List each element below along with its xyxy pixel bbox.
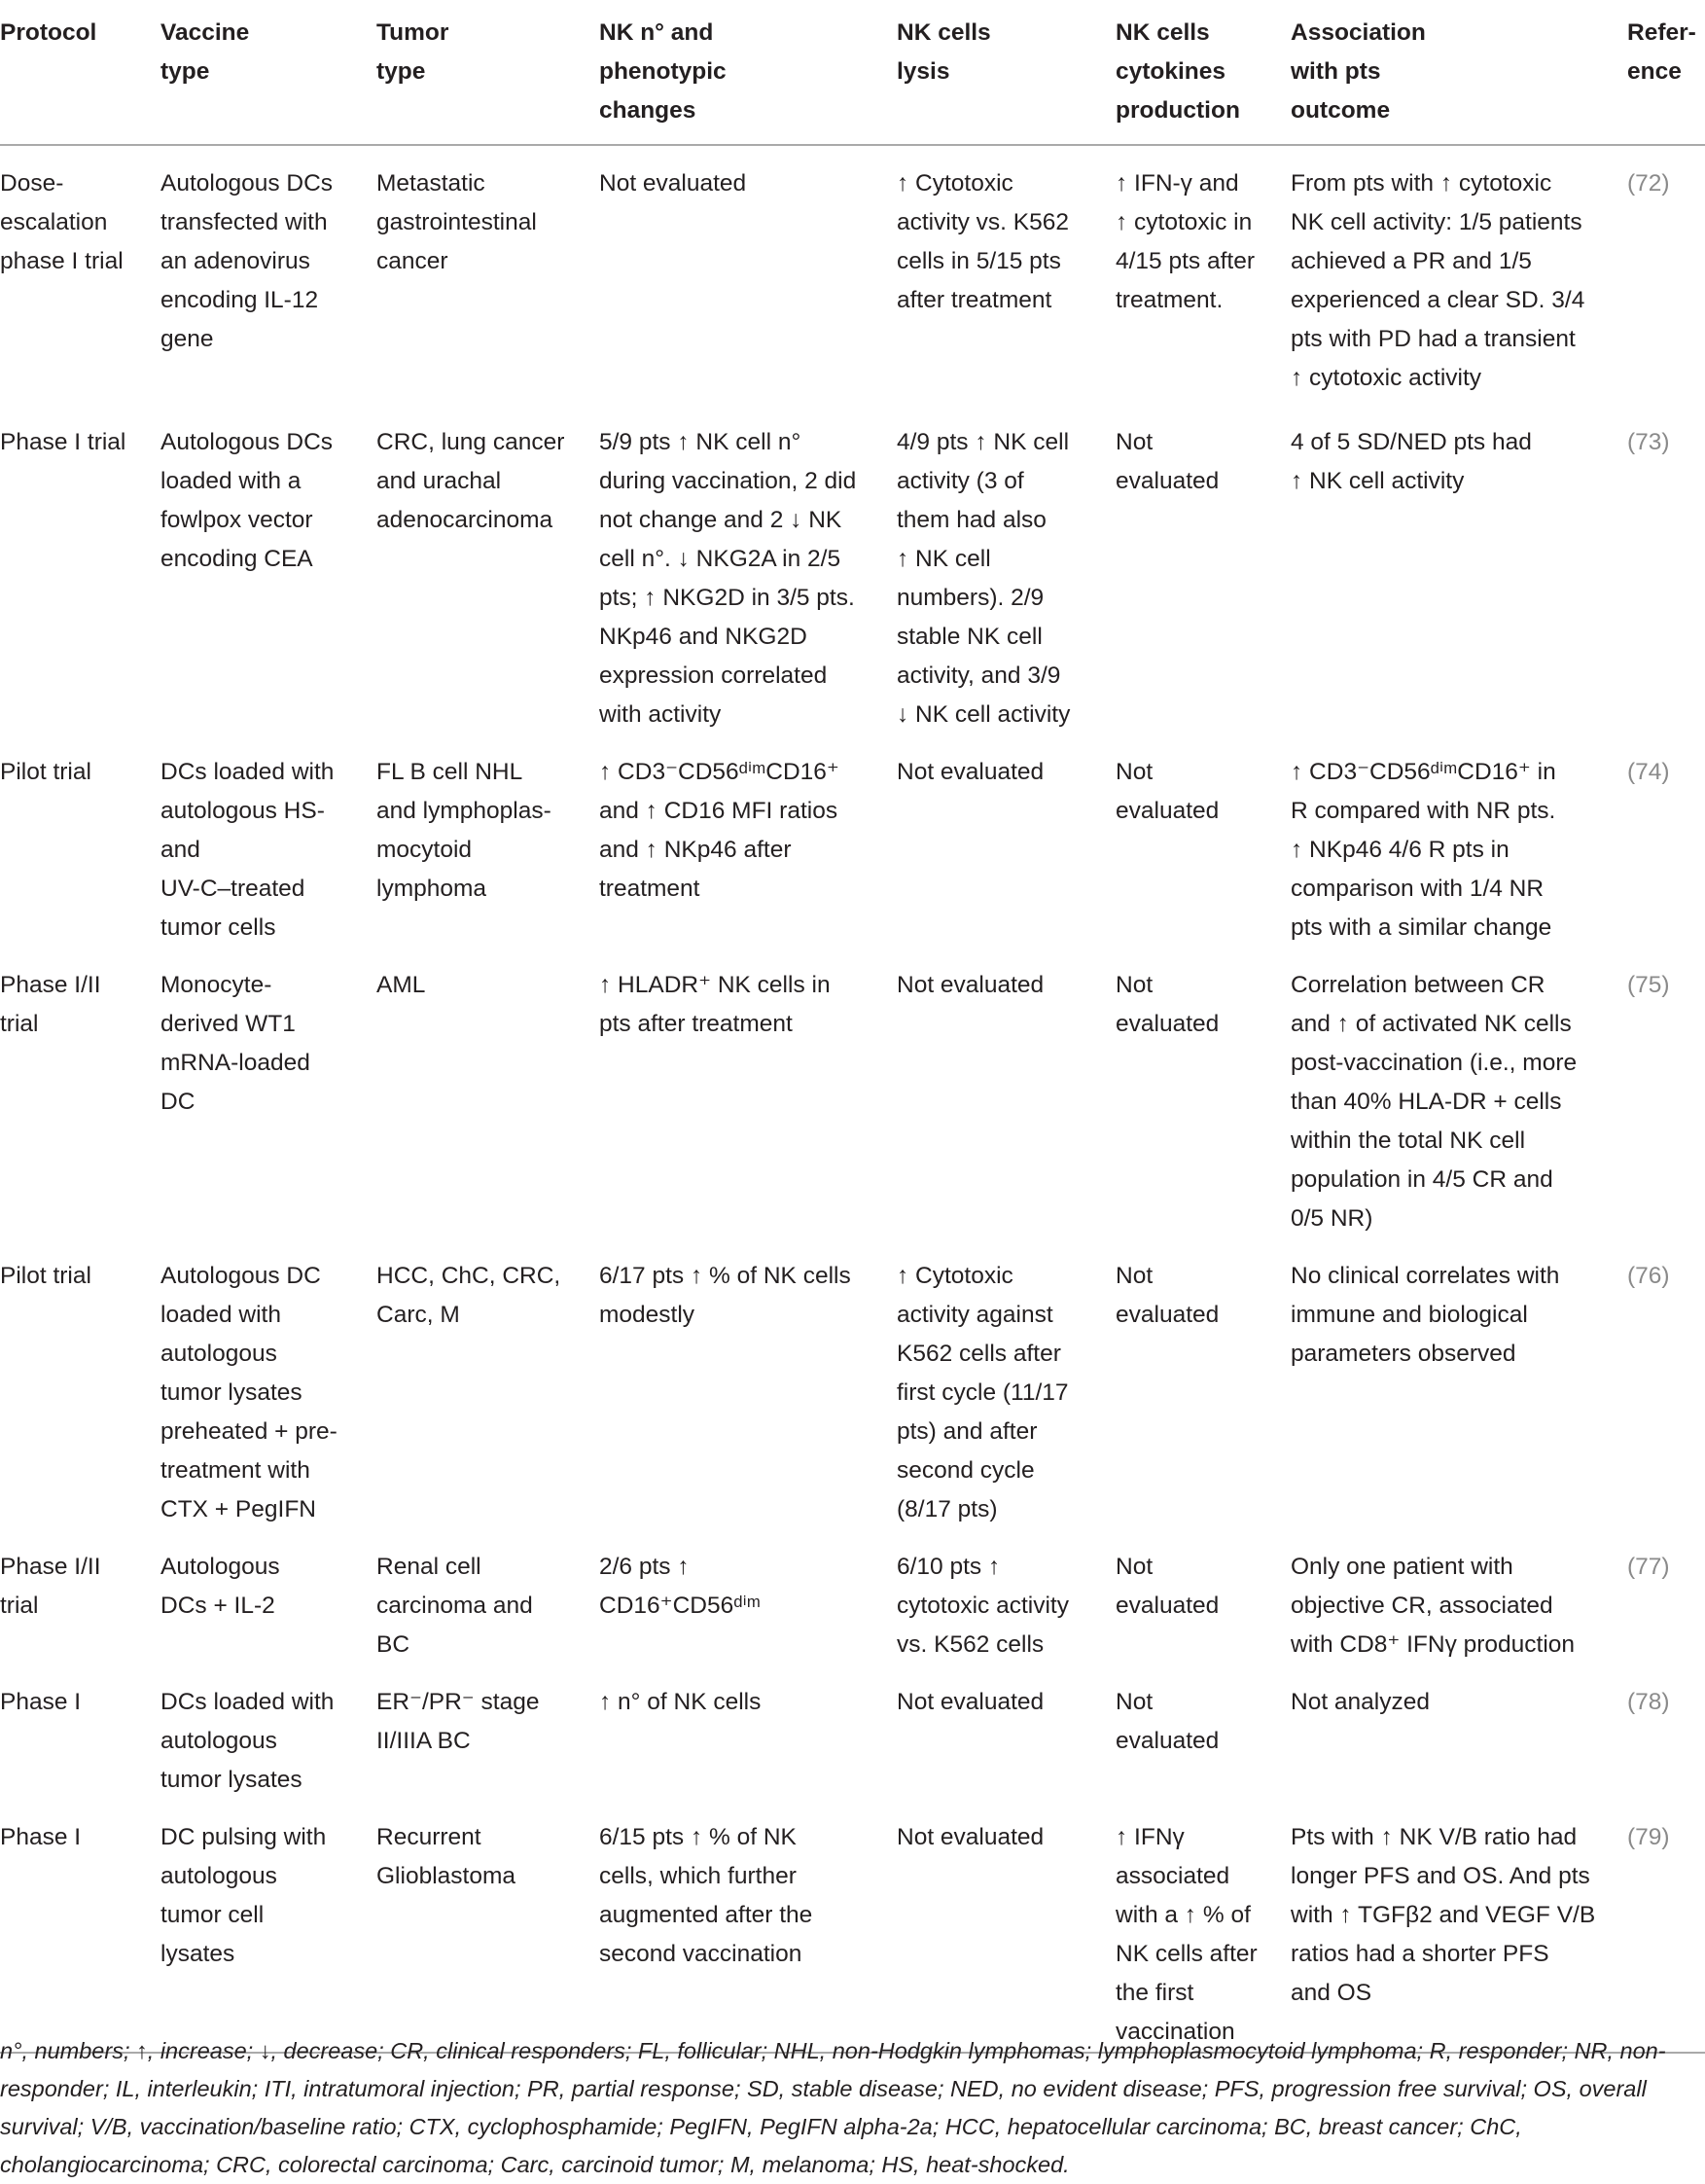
cell-line: FL B cell NHL (376, 759, 523, 785)
cell-line: ↑ NKp46 4/6 R pts in (1291, 837, 1510, 863)
cell-line: II/IIIA BC (376, 1728, 471, 1754)
cell-line: UV-C–treated (160, 876, 305, 902)
cell-line: K562 cells after (897, 1341, 1061, 1367)
cell-line: Autologous (160, 1554, 280, 1580)
cell-line: treatment. (1116, 287, 1224, 313)
table-row (0, 948, 1705, 1238)
header-line: production (1116, 97, 1240, 124)
cell-line: Monocyte- (160, 972, 272, 998)
cell-vaccine (160, 948, 376, 1238)
column-header-nk-number (599, 0, 897, 145)
cell-protocol (0, 1529, 160, 1665)
cell-protocol (0, 1238, 160, 1529)
cell-tumor (376, 1238, 599, 1529)
cell-line: first cycle (11/17 (897, 1379, 1069, 1406)
header-line: NK n° and (599, 19, 714, 46)
cell-tumor (376, 1800, 599, 2053)
cell-line: Autologous DC (160, 1263, 321, 1289)
cell-vaccine (160, 405, 376, 734)
cell-line: 0/5 NR) (1291, 1205, 1373, 1232)
cell-line: ↑ IFNγ (1116, 1824, 1185, 1850)
column-header-outcome (1291, 0, 1627, 145)
cell-line: ↑ n° of NK cells (599, 1689, 762, 1715)
cell-line: Dose- (0, 170, 64, 197)
cell-line: within the total NK cell (1291, 1128, 1526, 1154)
cell-line: AML (376, 972, 426, 998)
header-row (0, 0, 1705, 145)
cell-nk-number (599, 1238, 897, 1529)
cell-line: mocytoid (376, 837, 473, 863)
cell-protocol (0, 405, 160, 734)
table-row (0, 1238, 1705, 1529)
cell-line: vs. K562 cells (897, 1631, 1045, 1658)
cell-line: CRC, lung cancer (376, 429, 565, 455)
cell-line: ↑ Cytotoxic (897, 170, 1013, 197)
cell-cytokines (1116, 1665, 1291, 1800)
table-row (0, 734, 1705, 948)
cell-line: mRNA-loaded (160, 1050, 310, 1076)
cell-nk-number (599, 1665, 897, 1800)
cell-line: lysates (160, 1941, 235, 1967)
cell-line: Glioblastoma (376, 1863, 515, 1889)
cell-line: ↑ Cytotoxic (897, 1263, 1013, 1289)
cell-line: evaluated (1116, 798, 1220, 824)
cell-lysis (897, 948, 1116, 1238)
reference-link[interactable]: (78) (1627, 1689, 1670, 1715)
cell-line: Pilot trial (0, 759, 91, 785)
cell-line: pts after treatment (599, 1011, 793, 1037)
cell-line: and ↑ of activated NK cells (1291, 1011, 1572, 1037)
cell-line: pts) and after (897, 1418, 1038, 1445)
cell-line: preheated + pre- (160, 1418, 337, 1445)
cell-line: pts; ↑ NKG2D in 3/5 pts. (599, 585, 855, 611)
cell-line: activity against (897, 1302, 1053, 1328)
cell-line: and ↑ NKp46 after (599, 837, 792, 863)
cell-line: 6/17 pts ↑ % of NK cells (599, 1263, 851, 1289)
cell-protocol (0, 734, 160, 948)
cell-line: augmented after the (599, 1902, 813, 1928)
cell-cytokines (1116, 734, 1291, 948)
reference-link[interactable]: (74) (1627, 759, 1670, 785)
header-line: Refer- (1627, 19, 1696, 46)
cell-reference (1627, 405, 1705, 734)
cell-line: HCC, ChC, CRC, (376, 1263, 561, 1289)
cell-line: DC (160, 1089, 195, 1115)
table-row (0, 1800, 1705, 2053)
cell-outcome (1291, 1800, 1627, 2053)
cell-line: Not (1116, 1689, 1154, 1715)
cell-line: autologous (160, 1728, 277, 1754)
cell-vaccine (160, 1665, 376, 1800)
cell-line: Pilot trial (0, 1263, 91, 1289)
cell-line: stable NK cell (897, 624, 1043, 650)
cell-line: cells in 5/15 pts (897, 248, 1061, 274)
cell-line: Renal cell (376, 1554, 481, 1580)
cell-tumor (376, 1665, 599, 1800)
cell-line: post-vaccination (i.e., more (1291, 1050, 1578, 1076)
cell-line: DC pulsing with (160, 1824, 327, 1850)
cell-line: Phase I/II (0, 972, 101, 998)
reference-link[interactable]: (79) (1627, 1824, 1670, 1850)
cell-reference (1627, 734, 1705, 948)
header-line: NK cells (897, 19, 991, 46)
cell-line: encoding CEA (160, 546, 313, 572)
cell-cytokines (1116, 948, 1291, 1238)
header-line: lysis (897, 58, 950, 85)
cell-reference (1627, 1238, 1705, 1529)
cell-line: Phase I (0, 1824, 82, 1850)
cell-line: encoding IL-12 (160, 287, 319, 313)
column-header-vaccine-type (160, 0, 376, 145)
cell-line: (8/17 pts) (897, 1496, 998, 1522)
cell-reference (1627, 1800, 1705, 2053)
cell-protocol (0, 1665, 160, 1800)
cell-line: ↑ cytotoxic in (1116, 209, 1253, 235)
cell-tumor (376, 145, 599, 405)
cell-line: ↑ NK cell activity (1291, 468, 1465, 494)
cell-line: during vaccination, 2 did (599, 468, 857, 494)
cell-line: Only one patient with (1291, 1554, 1513, 1580)
cell-line: and urachal (376, 468, 502, 494)
cell-outcome (1291, 734, 1627, 948)
cell-cytokines (1116, 1529, 1291, 1665)
cell-cytokines (1116, 1800, 1291, 2053)
cell-line: immune and biological (1291, 1302, 1528, 1328)
cell-lysis (897, 1665, 1116, 1800)
cell-cytokines (1116, 405, 1291, 734)
cell-line: Not evaluated (897, 1824, 1045, 1850)
cell-line: Not (1116, 1554, 1154, 1580)
cell-line: 4 of 5 SD/NED pts had (1291, 429, 1532, 455)
cell-line: NK cells after (1116, 1941, 1258, 1967)
cell-line: trial (0, 1011, 39, 1037)
cell-line: 4/15 pts after (1116, 248, 1256, 274)
cell-vaccine (160, 734, 376, 948)
cell-protocol (0, 948, 160, 1238)
cell-line: an adenovirus (160, 248, 310, 274)
cell-line: and (160, 837, 200, 863)
cell-line: cell n°. ↓ NKG2A in 2/5 (599, 546, 841, 572)
cell-line: associated (1116, 1863, 1230, 1889)
cell-line: 2/6 pts ↑ (599, 1554, 690, 1580)
column-header-protocol (0, 0, 160, 145)
cell-outcome (1291, 1665, 1627, 1800)
cell-vaccine (160, 145, 376, 405)
cell-line: cytotoxic activity (897, 1593, 1069, 1619)
cell-line: after treatment (897, 287, 1052, 313)
cell-reference (1627, 1665, 1705, 1800)
cell-line: evaluated (1116, 1011, 1220, 1037)
cell-outcome (1291, 145, 1627, 405)
table-row (0, 1665, 1705, 1800)
cell-line: NKp46 and NKG2D (599, 624, 807, 650)
column-header-tumor-type (376, 0, 599, 145)
cell-line: Recurrent (376, 1824, 481, 1850)
cell-line: CTX + PegIFN (160, 1496, 316, 1522)
cell-line: Phase I (0, 1689, 82, 1715)
cell-line: achieved a PR and 1/5 (1291, 248, 1532, 274)
cell-line: transfected with (160, 209, 328, 235)
cell-line: experienced a clear SD. 3/4 (1291, 287, 1585, 313)
cell-line: objective CR, associated (1291, 1593, 1553, 1619)
cell-nk-number (599, 734, 897, 948)
cell-tumor (376, 734, 599, 948)
header-line: phenotypic (599, 58, 727, 85)
cell-line: comparison with 1/4 NR (1291, 876, 1545, 902)
cell-line: fowlpox vector (160, 507, 313, 533)
column-header-nk-lysis (897, 0, 1116, 145)
header-line: Association (1291, 19, 1426, 46)
cell-line: with activity (599, 701, 722, 728)
cell-reference (1627, 145, 1705, 405)
cell-line: From pts with ↑ cytotoxic (1291, 170, 1552, 197)
cell-line: Autologous DCs (160, 170, 334, 197)
cell-lysis (897, 405, 1116, 734)
header-line: changes (599, 97, 696, 124)
cell-nk-number (599, 145, 897, 405)
cell-lysis (897, 734, 1116, 948)
cell-line: Not (1116, 759, 1154, 785)
cell-line: pts with a similar change (1291, 914, 1552, 941)
cell-line: DCs + IL-2 (160, 1593, 275, 1619)
cell-reference (1627, 948, 1705, 1238)
cell-line: Not evaluated (897, 972, 1045, 998)
cell-line: tumor lysates (160, 1379, 302, 1406)
cell-line: treatment (599, 876, 700, 902)
cell-line: gastrointestinal (376, 209, 537, 235)
cell-line: escalation (0, 209, 108, 235)
reference-link[interactable]: (73) (1627, 429, 1670, 455)
cell-nk-number (599, 1800, 897, 2053)
cell-reference (1627, 1529, 1705, 1665)
table-footnote: n°, numbers; ↑, increase; ↓, decrease; CR, clinical responders; FL, follicular; NHL, non-Hodgkin lymphomas; lymphoplasmocytoid lymphoma; R, responder; NR, non-responder; IL, interleukin; ITI, intratumoral injection; PR, partial response; SD, stable disease; NED, no evident disease; PFS, progression free survival; OS, overall survival; V/B, vaccination/baseline ratio; CTX, cyclophosphamide; PegIFN, PegIFN alpha-2a; HCC, hepatocellular carcinoma; BC, breast cancer; ChC, cholangiocarcinoma; CRC, colorectal carcinoma; Carc, carcinoid tumor; M, melanoma; HS, heat-shocked. (0, 2038, 1666, 2177)
cell-line: ↑ HLADR⁺ NK cells in (599, 972, 831, 998)
cell-lysis (897, 1238, 1116, 1529)
cell-line: vaccination (1116, 2019, 1235, 2045)
cell-line: Not evaluated (599, 170, 747, 197)
cell-outcome (1291, 1529, 1627, 1665)
cell-line: cancer (376, 248, 448, 274)
cell-line: Phase I/II (0, 1554, 101, 1580)
cell-line: and ↑ CD16 MFI ratios (599, 798, 838, 824)
cell-line: the first (1116, 1980, 1194, 2006)
cell-line: autologous HS- (160, 798, 325, 824)
cell-line: CD16⁺CD56ᵈⁱᵐ (599, 1593, 761, 1619)
cell-protocol (0, 145, 160, 405)
cell-line: with CD8⁺ IFNγ production (1291, 1631, 1576, 1658)
cell-line: 5/9 pts ↑ NK cell n° (599, 429, 801, 455)
cell-line: pts with PD had a transient (1291, 326, 1576, 352)
cell-tumor (376, 948, 599, 1238)
cell-nk-number (599, 948, 897, 1238)
header-line: cytokines (1116, 58, 1226, 85)
header-line: Tumor (376, 19, 449, 46)
cell-protocol (0, 1800, 160, 2053)
cell-line: ↑ CD3⁻CD56ᵈⁱᵐCD16⁺ in (1291, 759, 1556, 785)
cell-line: cells, which further (599, 1863, 797, 1889)
cell-line: ER⁻/PR⁻ stage (376, 1689, 540, 1715)
cell-line: and OS (1291, 1980, 1372, 2006)
cell-line: DCs loaded with (160, 1689, 335, 1715)
header-line: NK cells (1116, 19, 1210, 46)
cell-line: longer PFS and OS. And pts (1291, 1863, 1590, 1889)
header-line: with pts (1291, 58, 1381, 85)
cell-line: evaluated (1116, 1302, 1220, 1328)
cell-cytokines (1116, 145, 1291, 405)
reference-link[interactable]: (72) (1627, 170, 1670, 197)
table-row (0, 1529, 1705, 1665)
cell-nk-number (599, 1529, 897, 1665)
cell-outcome (1291, 1238, 1627, 1529)
cell-line: carcinoma and (376, 1593, 533, 1619)
cell-line: adenocarcinoma (376, 507, 553, 533)
cell-line: 6/10 pts ↑ (897, 1554, 1001, 1580)
cell-line: DCs loaded with (160, 759, 335, 785)
cell-line: ↑ IFN-γ and (1116, 170, 1239, 197)
cell-line: autologous (160, 1863, 277, 1889)
cell-line: Not analyzed (1291, 1689, 1431, 1715)
reference-link[interactable]: (76) (1627, 1263, 1670, 1289)
cell-line: NK cell activity: 1/5 patients (1291, 209, 1582, 235)
header-line: ence (1627, 58, 1682, 85)
cell-cytokines (1116, 1238, 1291, 1529)
cell-line: derived WT1 (160, 1011, 296, 1037)
cell-outcome (1291, 948, 1627, 1238)
cell-line: ↑ cytotoxic activity (1291, 365, 1482, 391)
cell-line: expression correlated (599, 662, 828, 689)
reference-link[interactable]: (75) (1627, 972, 1670, 998)
cell-line: gene (160, 326, 214, 352)
cell-line: BC (376, 1631, 410, 1658)
table-body (0, 145, 1705, 2053)
header-line: type (376, 58, 426, 85)
cell-line: 4/9 pts ↑ NK cell (897, 429, 1070, 455)
cell-line: Correlation between CR (1291, 972, 1545, 998)
cell-vaccine (160, 1238, 376, 1529)
cell-lysis (897, 1529, 1116, 1665)
cell-line: loaded with (160, 1302, 281, 1328)
cell-line: them had also (897, 507, 1047, 533)
cell-line: modestly (599, 1302, 695, 1328)
cell-line: Not (1116, 972, 1154, 998)
cell-line: activity, and 3/9 (897, 662, 1061, 689)
reference-link[interactable]: (77) (1627, 1554, 1670, 1580)
cell-line: Not evaluated (897, 759, 1045, 785)
header-line: Vaccine (160, 19, 250, 46)
cell-line: second vaccination (599, 1941, 802, 1967)
cell-line: 6/15 pts ↑ % of NK (599, 1824, 797, 1850)
cell-line: autologous (160, 1341, 277, 1367)
cell-vaccine (160, 1529, 376, 1665)
cell-line: Pts with ↑ NK V/B ratio had (1291, 1824, 1578, 1850)
cell-outcome (1291, 405, 1627, 734)
cell-line: numbers). 2/9 (897, 585, 1045, 611)
cell-vaccine (160, 1800, 376, 2053)
cell-line: ↑ NK cell (897, 546, 991, 572)
cell-line: tumor lysates (160, 1767, 302, 1793)
cell-line: than 40% HLA-DR + cells (1291, 1089, 1562, 1115)
cell-line: Carc, M (376, 1302, 460, 1328)
cell-line: and lymphoplas- (376, 798, 551, 824)
column-header-reference (1627, 0, 1705, 145)
cell-line: with ↑ TGFβ2 and VEGF V/B (1291, 1902, 1596, 1928)
cell-line: Autologous DCs (160, 429, 334, 455)
cell-line: loaded with a (160, 468, 302, 494)
header-line: outcome (1291, 97, 1391, 124)
cell-lysis (897, 145, 1116, 405)
column-header-nk-cytokines (1116, 0, 1291, 145)
cell-lysis (897, 1800, 1116, 2053)
cell-tumor (376, 1529, 599, 1665)
header-line: Protocol (0, 19, 97, 46)
cell-line: parameters observed (1291, 1341, 1516, 1367)
table-row (0, 145, 1705, 405)
cell-line: R compared with NR pts. (1291, 798, 1556, 824)
cell-line: trial (0, 1593, 39, 1619)
cell-line: population in 4/5 CR and (1291, 1166, 1553, 1193)
table-row (0, 405, 1705, 734)
cell-line: evaluated (1116, 468, 1220, 494)
cell-line: Not (1116, 1263, 1154, 1289)
cell-line: tumor cells (160, 914, 276, 941)
cell-line: phase I trial (0, 248, 124, 274)
cell-line: Not (1116, 429, 1154, 455)
cell-line: Phase I trial (0, 429, 126, 455)
cell-line: second cycle (897, 1457, 1035, 1484)
cell-line: activity (3 of (897, 468, 1024, 494)
cell-line: lymphoma (376, 876, 487, 902)
cell-line: activity vs. K562 (897, 209, 1070, 235)
cell-line: ratios had a shorter PFS (1291, 1941, 1549, 1967)
header-line: type (160, 58, 210, 85)
cell-line: Not evaluated (897, 1689, 1045, 1715)
cell-line: with a ↑ % of (1116, 1902, 1251, 1928)
cell-line: not change and 2 ↓ NK (599, 507, 842, 533)
cell-line: No clinical correlates with (1291, 1263, 1560, 1289)
cell-line: ↓ NK cell activity (897, 701, 1071, 728)
table-header (0, 0, 1705, 145)
cell-line: tumor cell (160, 1902, 265, 1928)
cell-line: Metastatic (376, 170, 485, 197)
cell-line: treatment with (160, 1457, 310, 1484)
cell-line: evaluated (1116, 1728, 1220, 1754)
cell-nk-number (599, 405, 897, 734)
cell-line: evaluated (1116, 1593, 1220, 1619)
cell-tumor (376, 405, 599, 734)
cell-line: ↑ CD3⁻CD56ᵈⁱᵐCD16⁺ (599, 759, 839, 785)
